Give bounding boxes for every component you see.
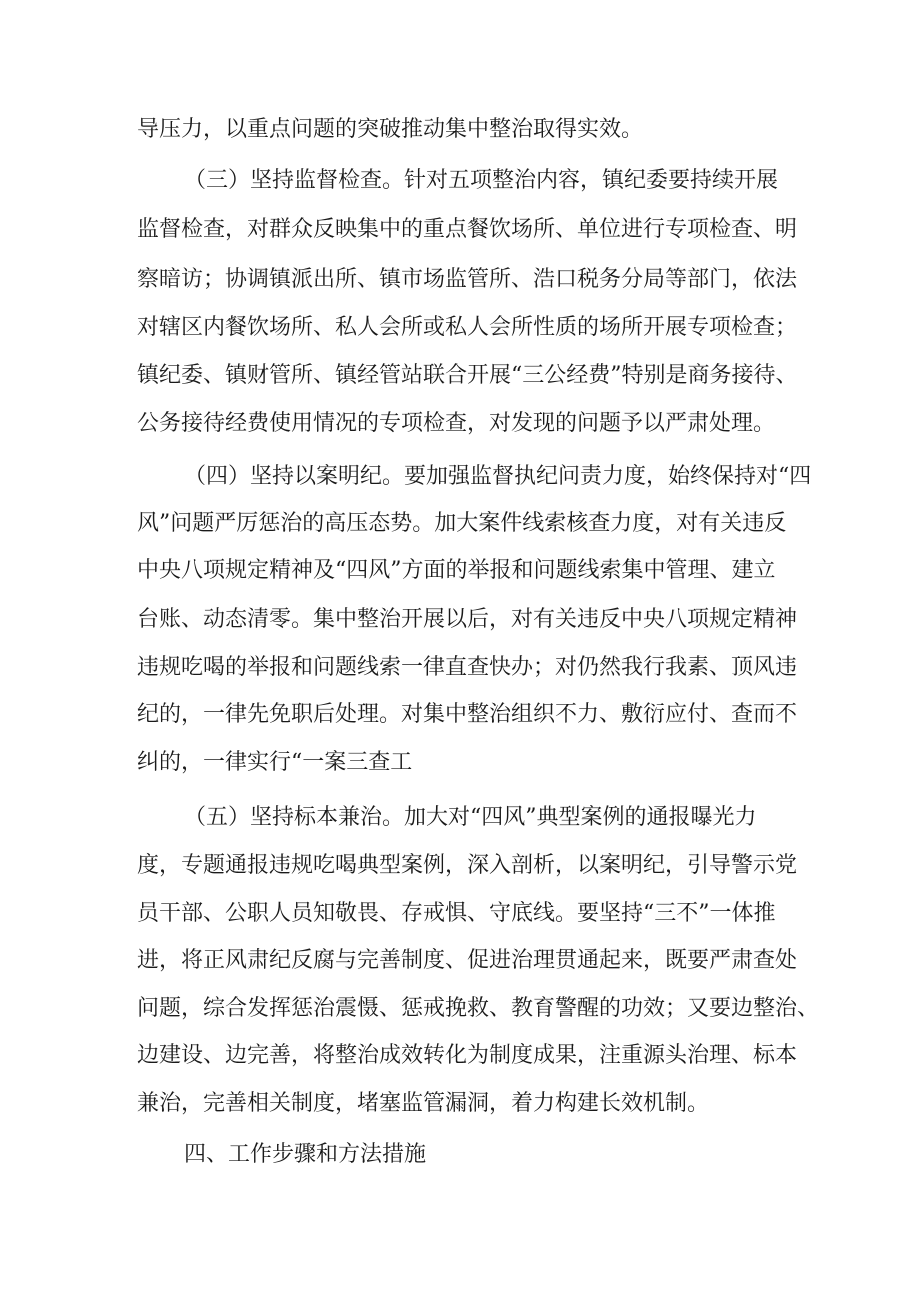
paragraph-line: 进，将正风肃纪反腐与完善制度、促进治理贯通起来，既要严肃查处 (137, 948, 798, 973)
paragraph-line: 监督检查，对群众反映集中的重点餐饮场所、单位进行专项检查、明 (137, 217, 798, 242)
paragraph-line: 察暗访；协调镇派出所、镇市场监管所、浩口税务分局等部门，依法 (137, 267, 798, 292)
paragraph-line: 边建设、边完善，将整治成效转化为制度成果，注重源头治理、标本 (137, 1043, 798, 1068)
paragraph-line: 镇纪委、镇财管所、镇经管站联合开展“三公经费”特别是商务接待、 (137, 363, 798, 388)
paragraph-line: 员干部、公职人员知敬畏、存戒惧、守底线。要坚持“三不”一体推 (137, 901, 776, 926)
paragraph-line: 兼治，完善相关制度，堵塞监管漏洞，着力构建长效机制。 (137, 1091, 710, 1116)
paragraph-line: （四）坚持以案明纪。要加强监督执纪问责力度，始终保持对“四 (184, 464, 812, 489)
paragraph-line: 纪的，一律先免职后处理。对集中整治组织不力、敷衍应付、查而不 (137, 702, 798, 727)
paragraph-line: 纠的，一律实行“一案三查工 (137, 750, 413, 775)
paragraph-line: 风”问题严厉惩治的高压态势。加大案件线索核查力度，对有关违反 (137, 511, 787, 536)
section-heading: 四、工作步骤和方法措施 (184, 1142, 427, 1167)
paragraph-line: （三）坚持监督检查。针对五项整治内容，镇纪委要持续开展 (184, 168, 779, 193)
paragraph-line: 导压力，以重点问题的突破推动集中整治取得实效。 (137, 117, 644, 142)
paragraph-line: 问题，综合发挥惩治震慑、惩戒挽救、教育警醒的功效；又要边整治、 (137, 996, 820, 1021)
paragraph-line: 台账、动态清零。集中整治开展以后，对有关违反中央八项规定精神 (137, 607, 798, 632)
paragraph-line: （五）坚持标本兼治。加大对“四风”典型案例的通报曝光力 (184, 805, 757, 830)
paragraph-line: 公务接待经费使用情况的专项检查，对发现的问题予以严肃处理。 (137, 411, 776, 436)
paragraph-line: 中央八项规定精神及“四风”方面的举报和问题线索集中管理、建立 (137, 558, 776, 583)
paragraph-line: 违规吃喝的举报和问题线索一律直查快办；对仍然我行我素、顶风违 (137, 655, 798, 680)
paragraph-line: 度，专题通报违规吃喝典型案例，深入剖析，以案明纪，引导警示党 (137, 853, 798, 878)
paragraph-line: 对辖区内餐饮场所、私人会所或私人会所性质的场所开展专项检查； (137, 315, 798, 340)
